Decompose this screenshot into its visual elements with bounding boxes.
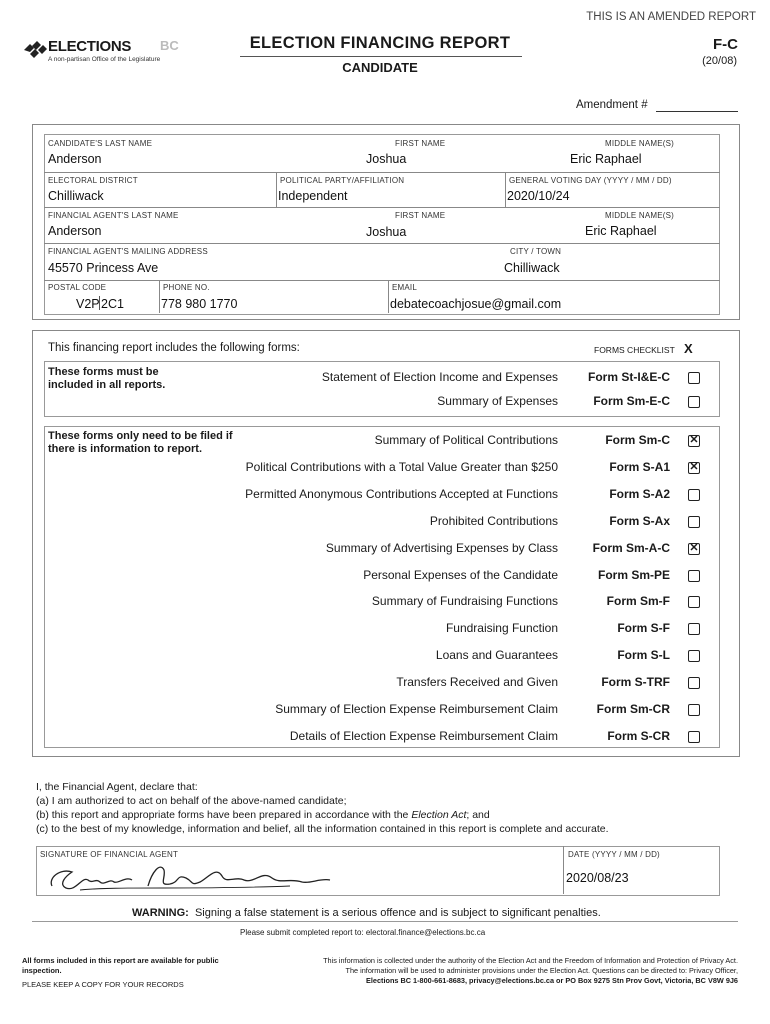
district-label: ELECTORAL DISTRICT xyxy=(48,176,138,185)
candidate-first-name-label: FIRST NAME xyxy=(395,139,446,148)
signature-label: SIGNATURE OF FINANCIAL AGENT xyxy=(40,850,179,859)
form-checkbox[interactable] xyxy=(688,596,700,608)
form-checkbox[interactable]: ✕ xyxy=(689,434,699,446)
form-row-name: Summary of Election Expense Reimbursement Claim xyxy=(275,702,558,716)
form-row-code: Form St-I&E-C xyxy=(588,370,670,384)
form-row-name: Summary of Expenses xyxy=(437,394,558,408)
form-checkbox[interactable] xyxy=(688,704,700,716)
optional-forms-note: These forms only need to be filed if there is information to report. xyxy=(48,430,233,455)
form-row-code: Form Sm-CR xyxy=(596,702,670,716)
form-row-code: Form Sm-C xyxy=(605,433,670,447)
form-checkbox[interactable] xyxy=(688,731,700,743)
agent-middle[interactable]: Eric Raphael xyxy=(585,224,657,238)
forms-checklist-label: FORMS CHECKLIST xyxy=(594,345,675,355)
forms-intro: This financing report includes the following forms: xyxy=(48,342,300,354)
amendment-number-field[interactable] xyxy=(656,111,738,112)
form-row-name: Details of Election Expense Reimbursement Claim xyxy=(289,728,558,743)
logo-brand: ELECTIONS xyxy=(48,38,132,55)
form-row-code: Form Sm-A-C xyxy=(592,540,670,555)
form-checkbox[interactable] xyxy=(688,372,700,384)
form-version: (20/08) xyxy=(702,55,737,67)
postal-part-2[interactable]: 2C1 xyxy=(101,297,124,311)
form-checkbox[interactable] xyxy=(688,650,700,662)
candidate-last-name[interactable]: Anderson xyxy=(48,152,102,166)
declaration-b: (b) this report and appropriate forms have been prepared in accordance with the Election Act; and xyxy=(36,809,490,821)
footer-keep-copy: PLEASE KEEP A COPY FOR YOUR RECORDS xyxy=(22,980,184,989)
declaration-intro: I, the Financial Agent, declare that: xyxy=(36,781,198,793)
footer-privacy: This information is collected under the authority of the Election Act and the Freedom of Information and Protection of Privacy Act. The information will be used to administer provisions under the Election Act. Questions can be directed to: Privacy Officer, Elections BC 1-800-661-8683, privacy@elections.bc.ca or PO Box 9275 Stn Prov Govt, Victoria, BC V8W 9J6 xyxy=(323,956,738,985)
form-row-name: Summary of Political Contributions xyxy=(374,433,558,447)
form-code: F-C xyxy=(713,36,738,53)
agent-address-label: FINANCIAL AGENT'S MAILING ADDRESS xyxy=(48,247,208,256)
form-row-name: Transfers Received and Given xyxy=(396,675,558,690)
phone-label: PHONE NO. xyxy=(163,283,210,292)
logo-mark-icon xyxy=(22,40,48,60)
form-row-code: Form Sm-E-C xyxy=(593,394,670,408)
candidate-middle[interactable]: Eric Raphael xyxy=(570,152,642,166)
form-checkbox[interactable]: ✕ xyxy=(689,460,699,473)
form-checkbox[interactable]: ✕ xyxy=(689,541,699,554)
form-checkbox[interactable] xyxy=(688,677,700,689)
form-row-name: Statement of Election Income and Expenses xyxy=(321,370,558,384)
report-subtitle: CANDIDATE xyxy=(342,60,418,75)
form-row-name: Personal Expenses of the Candidate xyxy=(363,567,558,582)
form-checkbox[interactable] xyxy=(688,516,700,528)
form-checkbox[interactable] xyxy=(688,570,700,582)
form-row-code: Form S-L xyxy=(617,648,670,663)
elections-bc-logo xyxy=(22,38,202,68)
agent-city-label: CITY / TOWN xyxy=(510,247,562,256)
warning: WARNING: Signing a false statement is a serious offence and is subject to significant penalties. xyxy=(132,907,601,919)
agent-address[interactable]: 45570 Princess Ave xyxy=(48,261,159,275)
agent-last-name-label: FINANCIAL AGENT'S LAST NAME xyxy=(48,211,179,220)
postal-part-1[interactable]: V2P xyxy=(76,297,100,311)
candidate-middle-label: MIDDLE NAME(S) xyxy=(605,139,675,148)
email[interactable]: debatecoachjosue@gmail.com xyxy=(390,297,562,311)
form-row-code: Form S-F xyxy=(617,621,670,636)
postal-label: POSTAL CODE xyxy=(48,283,107,292)
voting-day[interactable]: 2020/10/24 xyxy=(507,189,570,203)
candidate-last-name-label: CANDIDATE'S LAST NAME xyxy=(48,139,153,148)
logo-bc: BC xyxy=(160,38,179,53)
form-row-name: Fundraising Function xyxy=(445,621,558,636)
party-label: POLITICAL PARTY/AFFILIATION xyxy=(280,176,405,185)
form-row-code: Form S-Ax xyxy=(609,513,670,528)
financial-agent-signature[interactable] xyxy=(40,856,340,896)
agent-first-name-label: FIRST NAME xyxy=(395,211,446,220)
form-row-code: Form S-A1 xyxy=(609,459,670,474)
district[interactable]: Chilliwack xyxy=(48,189,104,203)
form-row-code: Form Sm-F xyxy=(606,594,670,609)
logo-tagline: A non-partisan Office of the Legislature xyxy=(48,56,161,63)
party[interactable]: Independent xyxy=(278,189,348,203)
submit-note: Please submit completed report to: electoral.finance@elections.bc.ca xyxy=(240,928,486,937)
signature-date[interactable]: 2020/08/23 xyxy=(566,871,629,885)
amendment-label: Amendment # xyxy=(576,99,648,111)
form-checkbox[interactable] xyxy=(688,396,700,408)
optional-forms-group xyxy=(44,426,720,748)
form-row-name: Loans and Guarantees xyxy=(435,648,558,663)
form-row-code: Form S-A2 xyxy=(609,486,670,501)
agent-first-name[interactable]: Joshua xyxy=(366,225,407,239)
form-row-name: Summary of Fundraising Functions xyxy=(371,594,558,609)
agent-city[interactable]: Chilliwack xyxy=(504,261,560,275)
amended-notice: THIS IS AN AMENDED REPORT xyxy=(586,11,756,23)
phone[interactable]: 778 980 1770 xyxy=(161,297,238,311)
form-row-code: Form S-TRF xyxy=(601,675,670,690)
required-forms-note: These forms must be included in all reports. xyxy=(48,366,166,391)
form-row-name: Permitted Anonymous Contributions Accepted at Functions xyxy=(245,486,558,501)
form-row-name: Political Contributions with a Total Value Greater than $250 xyxy=(245,459,558,474)
date-label: DATE (YYYY / MM / DD) xyxy=(568,850,660,859)
candidate-first-name[interactable]: Joshua xyxy=(366,152,407,166)
report-title: ELECTION FINANCING REPORT xyxy=(249,34,511,52)
form-row-code: Form Sm-PE xyxy=(597,567,670,582)
forms-checklist-mark: X xyxy=(684,341,693,356)
agent-last-name[interactable]: Anderson xyxy=(48,224,102,238)
declaration-c: (c) to the best of my knowledge, information and belief, all the information contained in this report is complete and accurate. xyxy=(36,823,609,835)
form-row-name: Summary of Advertising Expenses by Class xyxy=(325,540,558,555)
form-checkbox[interactable] xyxy=(688,623,700,635)
voting-day-label: GENERAL VOTING DAY (YYYY / MM / DD) xyxy=(509,176,672,185)
declaration-a: (a) I am authorized to act on behalf of the above-named candidate; xyxy=(36,795,347,807)
footer-public-note: All forms included in this report are available for public inspection. xyxy=(22,956,219,975)
form-row-name: Prohibited Contributions xyxy=(429,513,558,528)
form-checkbox[interactable] xyxy=(688,489,700,501)
email-label: EMAIL xyxy=(392,283,418,292)
agent-middle-label: MIDDLE NAME(S) xyxy=(605,211,675,220)
form-row-code: Form S-CR xyxy=(607,728,670,743)
